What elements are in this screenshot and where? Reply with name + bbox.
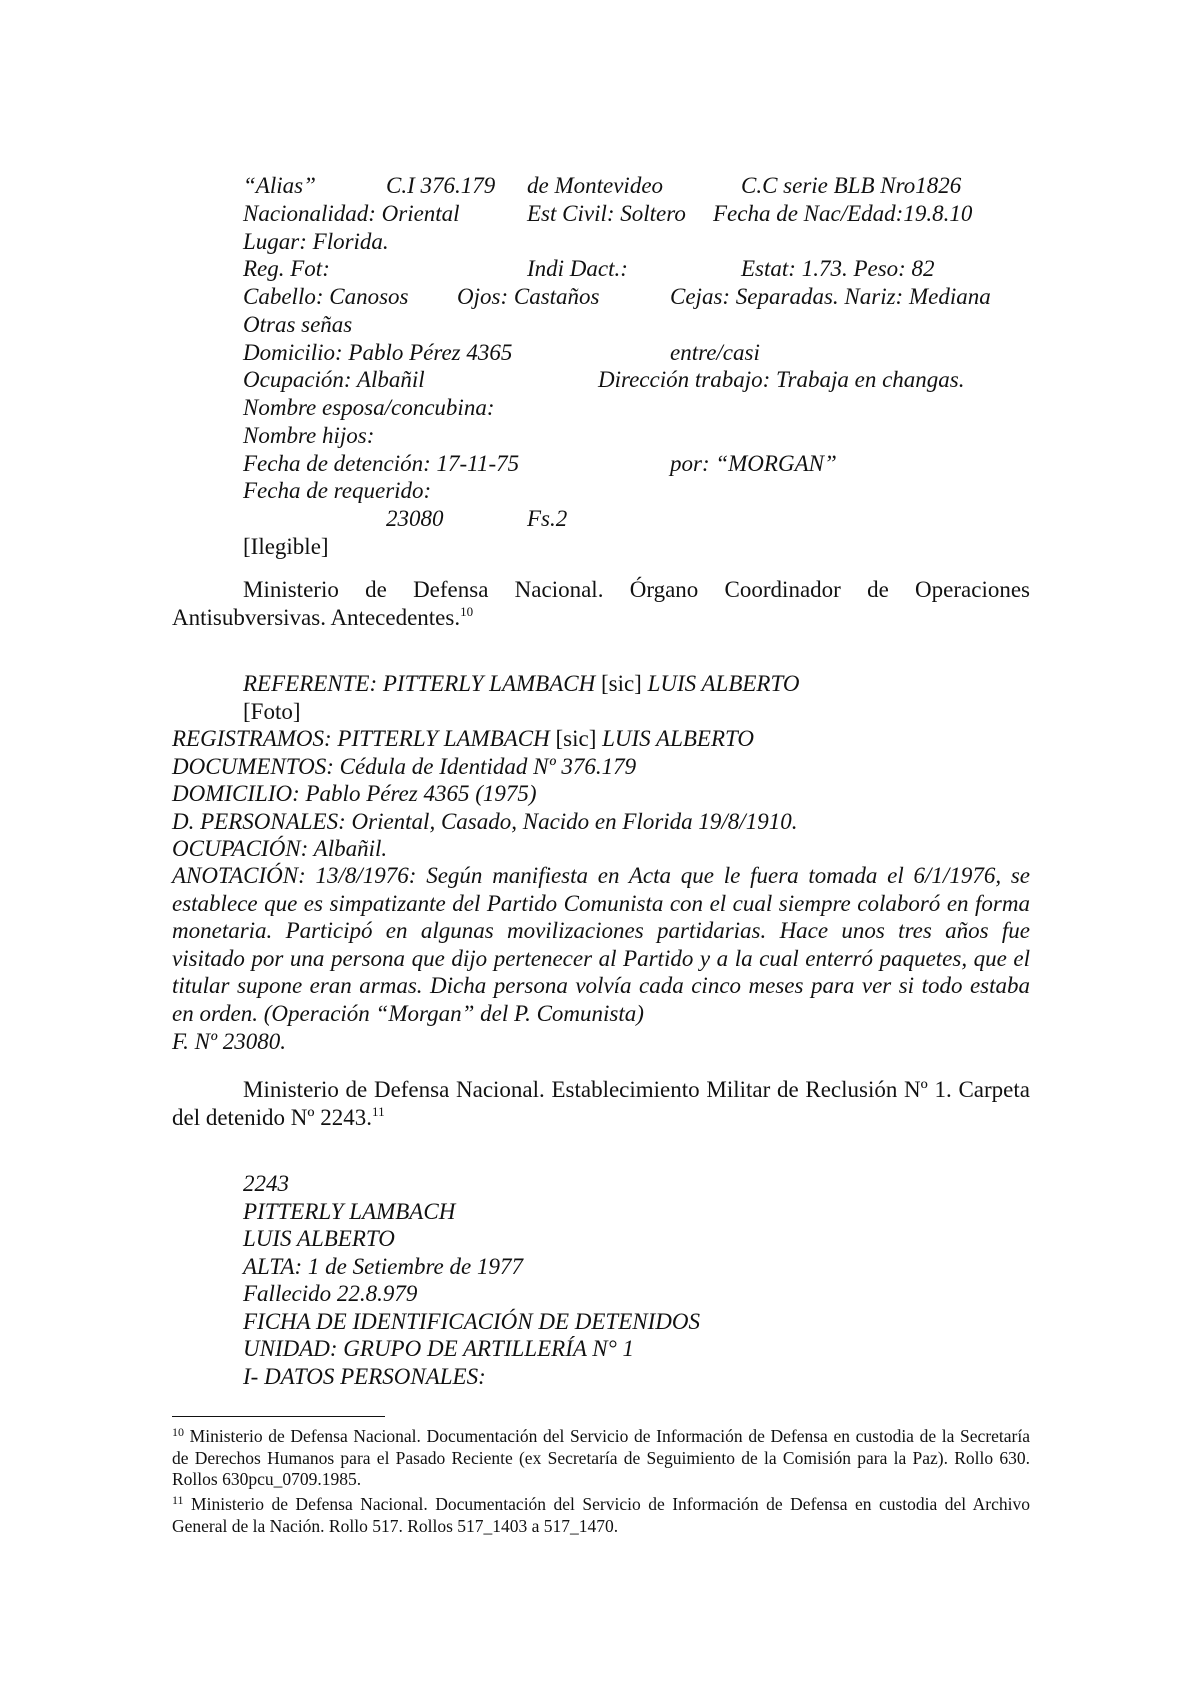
carpeta-nombre: LUIS ALBERTO [243, 1226, 395, 1251]
carpeta-block [243, 1170, 700, 1390]
carpeta-alta: ALTA: 1 de Setiembre de 1977 [243, 1253, 523, 1279]
personales-line: D. PERSONALES: Oriental, Casado, Nacido en Florida 19/8/1910. [172, 808, 798, 834]
fecha-requerido-field: Fecha de requerido: [243, 478, 432, 503]
referente-name: REFERENTE: PITTERLY LAMBACH [243, 671, 596, 696]
registramos-name: REGISTRAMOS: PITTERLY LAMBACH [172, 726, 550, 751]
carpeta-fallecido: Fallecido 22.8.979 [243, 1281, 418, 1306]
footnote-11-number: 11 [172, 1493, 184, 1507]
fs-field: Fs.2 [527, 506, 568, 531]
paragraph-antecedentes [172, 576, 1030, 631]
fecha-detencion-field: Fecha de detención: 17-11-75 [243, 451, 520, 476]
registramos-line [172, 725, 799, 753]
domicilio-field: Domicilio: Pablo Pérez 4365 [243, 340, 513, 365]
paragraph-antecedentes-text: Ministerio de Defensa Nacional. Órgano Coordinador de Operaciones Antisubversivas. Antecedentes. [172, 577, 1030, 630]
f-numero-text: F. Nº 23080. [172, 1029, 287, 1054]
carpeta-apellido: PITTERLY LAMBACH [243, 1198, 456, 1224]
ocupacion-field: Ocupación: Albañil [243, 367, 425, 392]
registramos-given-name: LUIS ALBERTO [602, 726, 754, 751]
entre-field: entre/casi [670, 340, 760, 365]
footnote-ref-11: 11 [372, 1103, 385, 1119]
footnote-11 [172, 1494, 1030, 1537]
carpeta-ficha: FICHA DE IDENTIFICACIÓN DE DETENIDOS [243, 1308, 700, 1334]
carpeta-unidad: UNIDAD: GRUPO DE ARTILLERÍA N° 1 [243, 1336, 635, 1361]
est-civil-field: Est Civil: Soltero [527, 201, 686, 226]
lugar-field: Lugar: Florida. [243, 229, 389, 254]
fecha-nac-field: Fecha de Nac/Edad:19.8.10 [713, 201, 973, 226]
estat-peso-field: Estat: 1.73. Peso: 82 [741, 256, 935, 281]
domicilio-line: DOMICILIO: Pablo Pérez 4365 (1975) [172, 781, 537, 806]
footnote-10-text: Ministerio de Defensa Nacional. Documentación del Servicio de Información de Defensa en custodia de la Secretaría de Derechos Humanos para el Pasado Reciente (ex Secretaría de Seguimiento de la Comisión para la Paz). Rollo 630. Rollos 630pcu_0709.1985. [172, 1426, 1031, 1489]
anotacion-paragraph: ANOTACIÓN: 13/8/1976: Según manifiesta en Acta que le fuera tomada el 6/1/1976, se establece que es simpatizante del Partido Comunista con el cual siempre colaboró en forma monetaria. Participó en algunas movilizaciones partidarias. Hace unos tres años fue visitado por una persona que dijo pertenecer al Partido y a la cual enterró paquetes, que el titular supone eran armas. Dicha persona volvía cada cinco meses para ver si todo estaba en orden. (Operación “Morgan” del P. Comunista) [172, 863, 1030, 1026]
ilegible-note: [Ilegible] [243, 534, 329, 559]
referente-line [172, 670, 799, 698]
ci-field: C.I 376.179 [386, 173, 496, 198]
ojos-field: Ojos: Castaños [457, 284, 600, 309]
f-numero-line [172, 1028, 286, 1056]
documentos-line: DOCUMENTOS: Cédula de Identidad Nº 376.179 [172, 753, 637, 779]
registro-block [172, 670, 799, 863]
cc-field: C.C serie BLB Nro1826 [741, 173, 962, 198]
ci-origin-field: de Montevideo [527, 173, 664, 198]
carpeta-datos: I- DATOS PERSONALES: [243, 1363, 486, 1389]
paragraph-carpeta [172, 1076, 1030, 1131]
referente-given-name: LUIS ALBERTO [647, 671, 800, 696]
sic-mark: [sic] [600, 671, 642, 696]
alias-label: “Alias” [243, 173, 316, 198]
ocupacion-line: OCUPACIÓN: Albañil. [172, 836, 388, 861]
numero-field: 23080 [386, 506, 444, 531]
footnote-ref-10: 10 [460, 603, 474, 619]
footnote-10-number: 10 [172, 1425, 184, 1439]
hijos-field: Nombre hijos: [243, 423, 375, 448]
reg-fot-field: Reg. Fot: [243, 256, 330, 281]
esposa-field: Nombre esposa/concubina: [243, 395, 495, 420]
footnote-11-text: Ministerio de Defensa Nacional. Documentación del Servicio de Información de Defensa en custodia del Archivo General de la Nación. Rollo 517. Rollos 517_1403 a 517_1470. [172, 1494, 1030, 1536]
nacionalidad-field: Nacionalidad: Oriental [243, 201, 460, 226]
footnote-10 [172, 1426, 1030, 1491]
footnote-separator [172, 1416, 385, 1417]
indi-dact-field: Indi Dact.: [527, 256, 628, 281]
cabello-field: Cabello: Canosos [243, 284, 409, 309]
carpeta-numero: 2243 [243, 1171, 289, 1196]
direccion-trabajo-field: Dirección trabajo: Trabaja en changas. [598, 367, 965, 392]
sic-mark-2: [sic] [555, 726, 597, 751]
cejas-nariz-field: Cejas: Separadas. Nariz: Mediana [670, 284, 991, 309]
foto-note: [Foto] [243, 698, 301, 724]
otras-senas-field: Otras señas [243, 312, 353, 337]
por-field: por: “MORGAN” [670, 451, 837, 476]
paragraph-carpeta-text: Ministerio de Defensa Nacional. Establecimiento Militar de Reclusión Nº 1. Carpeta del detenido Nº 2243. [172, 1077, 1030, 1130]
